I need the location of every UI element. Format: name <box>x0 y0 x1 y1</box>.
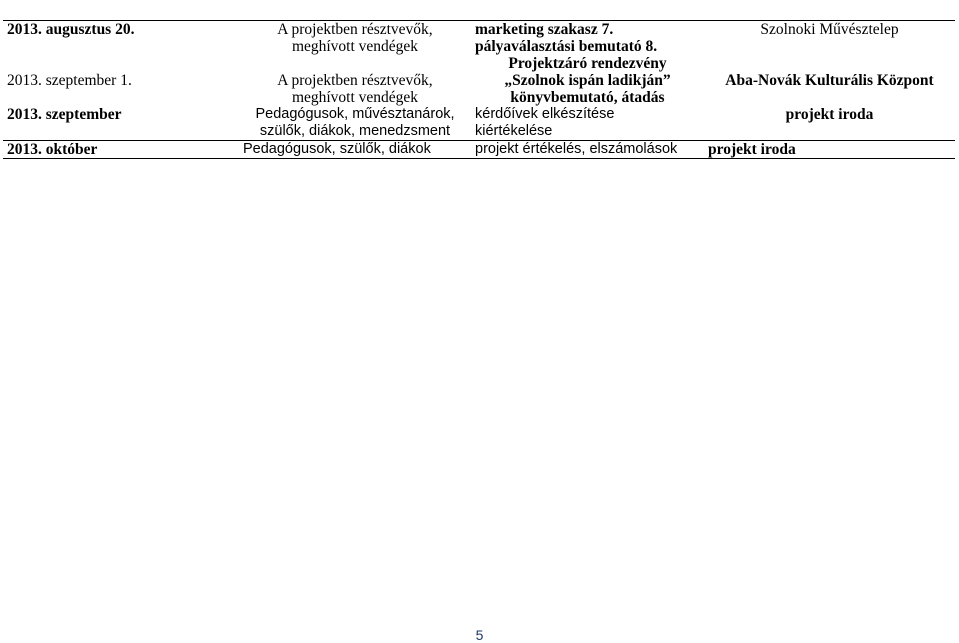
activity-cell: kérdőívek elkészítése kiértékelése <box>475 106 615 139</box>
participants-cell: Pedagógusok, művésztanárok, szülők, diákok, menedzsment <box>255 106 455 139</box>
date-cell: 2013. október <box>3 141 239 159</box>
activity-cell: „Szolnok ispán ladikján” könyvbemutató, átadás <box>504 72 671 106</box>
location-cell: projekt iroda <box>704 141 955 159</box>
location-cell: Aba-Novák Kulturális Központ <box>725 72 934 89</box>
table-row <box>3 72 955 106</box>
date-cell: 2013. augusztus 20. <box>3 21 239 73</box>
participants-cell: A projektben résztvevők, meghívott vendégek <box>239 21 471 73</box>
participants-cell: A projektben résztvevők, meghívott vendégek <box>277 72 433 106</box>
date-cell: 2013. szeptember <box>7 106 122 123</box>
activity-cell: projekt értékelés, elszámolások <box>471 141 704 159</box>
schedule-table <box>3 20 955 159</box>
table-row <box>3 141 955 159</box>
table-row <box>3 106 955 141</box>
location-cell: Szolnoki Művésztelep <box>704 21 955 73</box>
table-row <box>3 21 955 73</box>
date-cell: 2013. szeptember 1. <box>7 72 132 89</box>
activity-cell: marketing szakasz 7. pályaválasztási bemutató 8. Projektzáró rendezvény <box>471 21 704 73</box>
location-cell: projekt iroda <box>785 106 874 123</box>
participants-cell: Pedagógusok, szülők, diákok <box>239 141 471 159</box>
page-number: 5 <box>475 627 484 643</box>
